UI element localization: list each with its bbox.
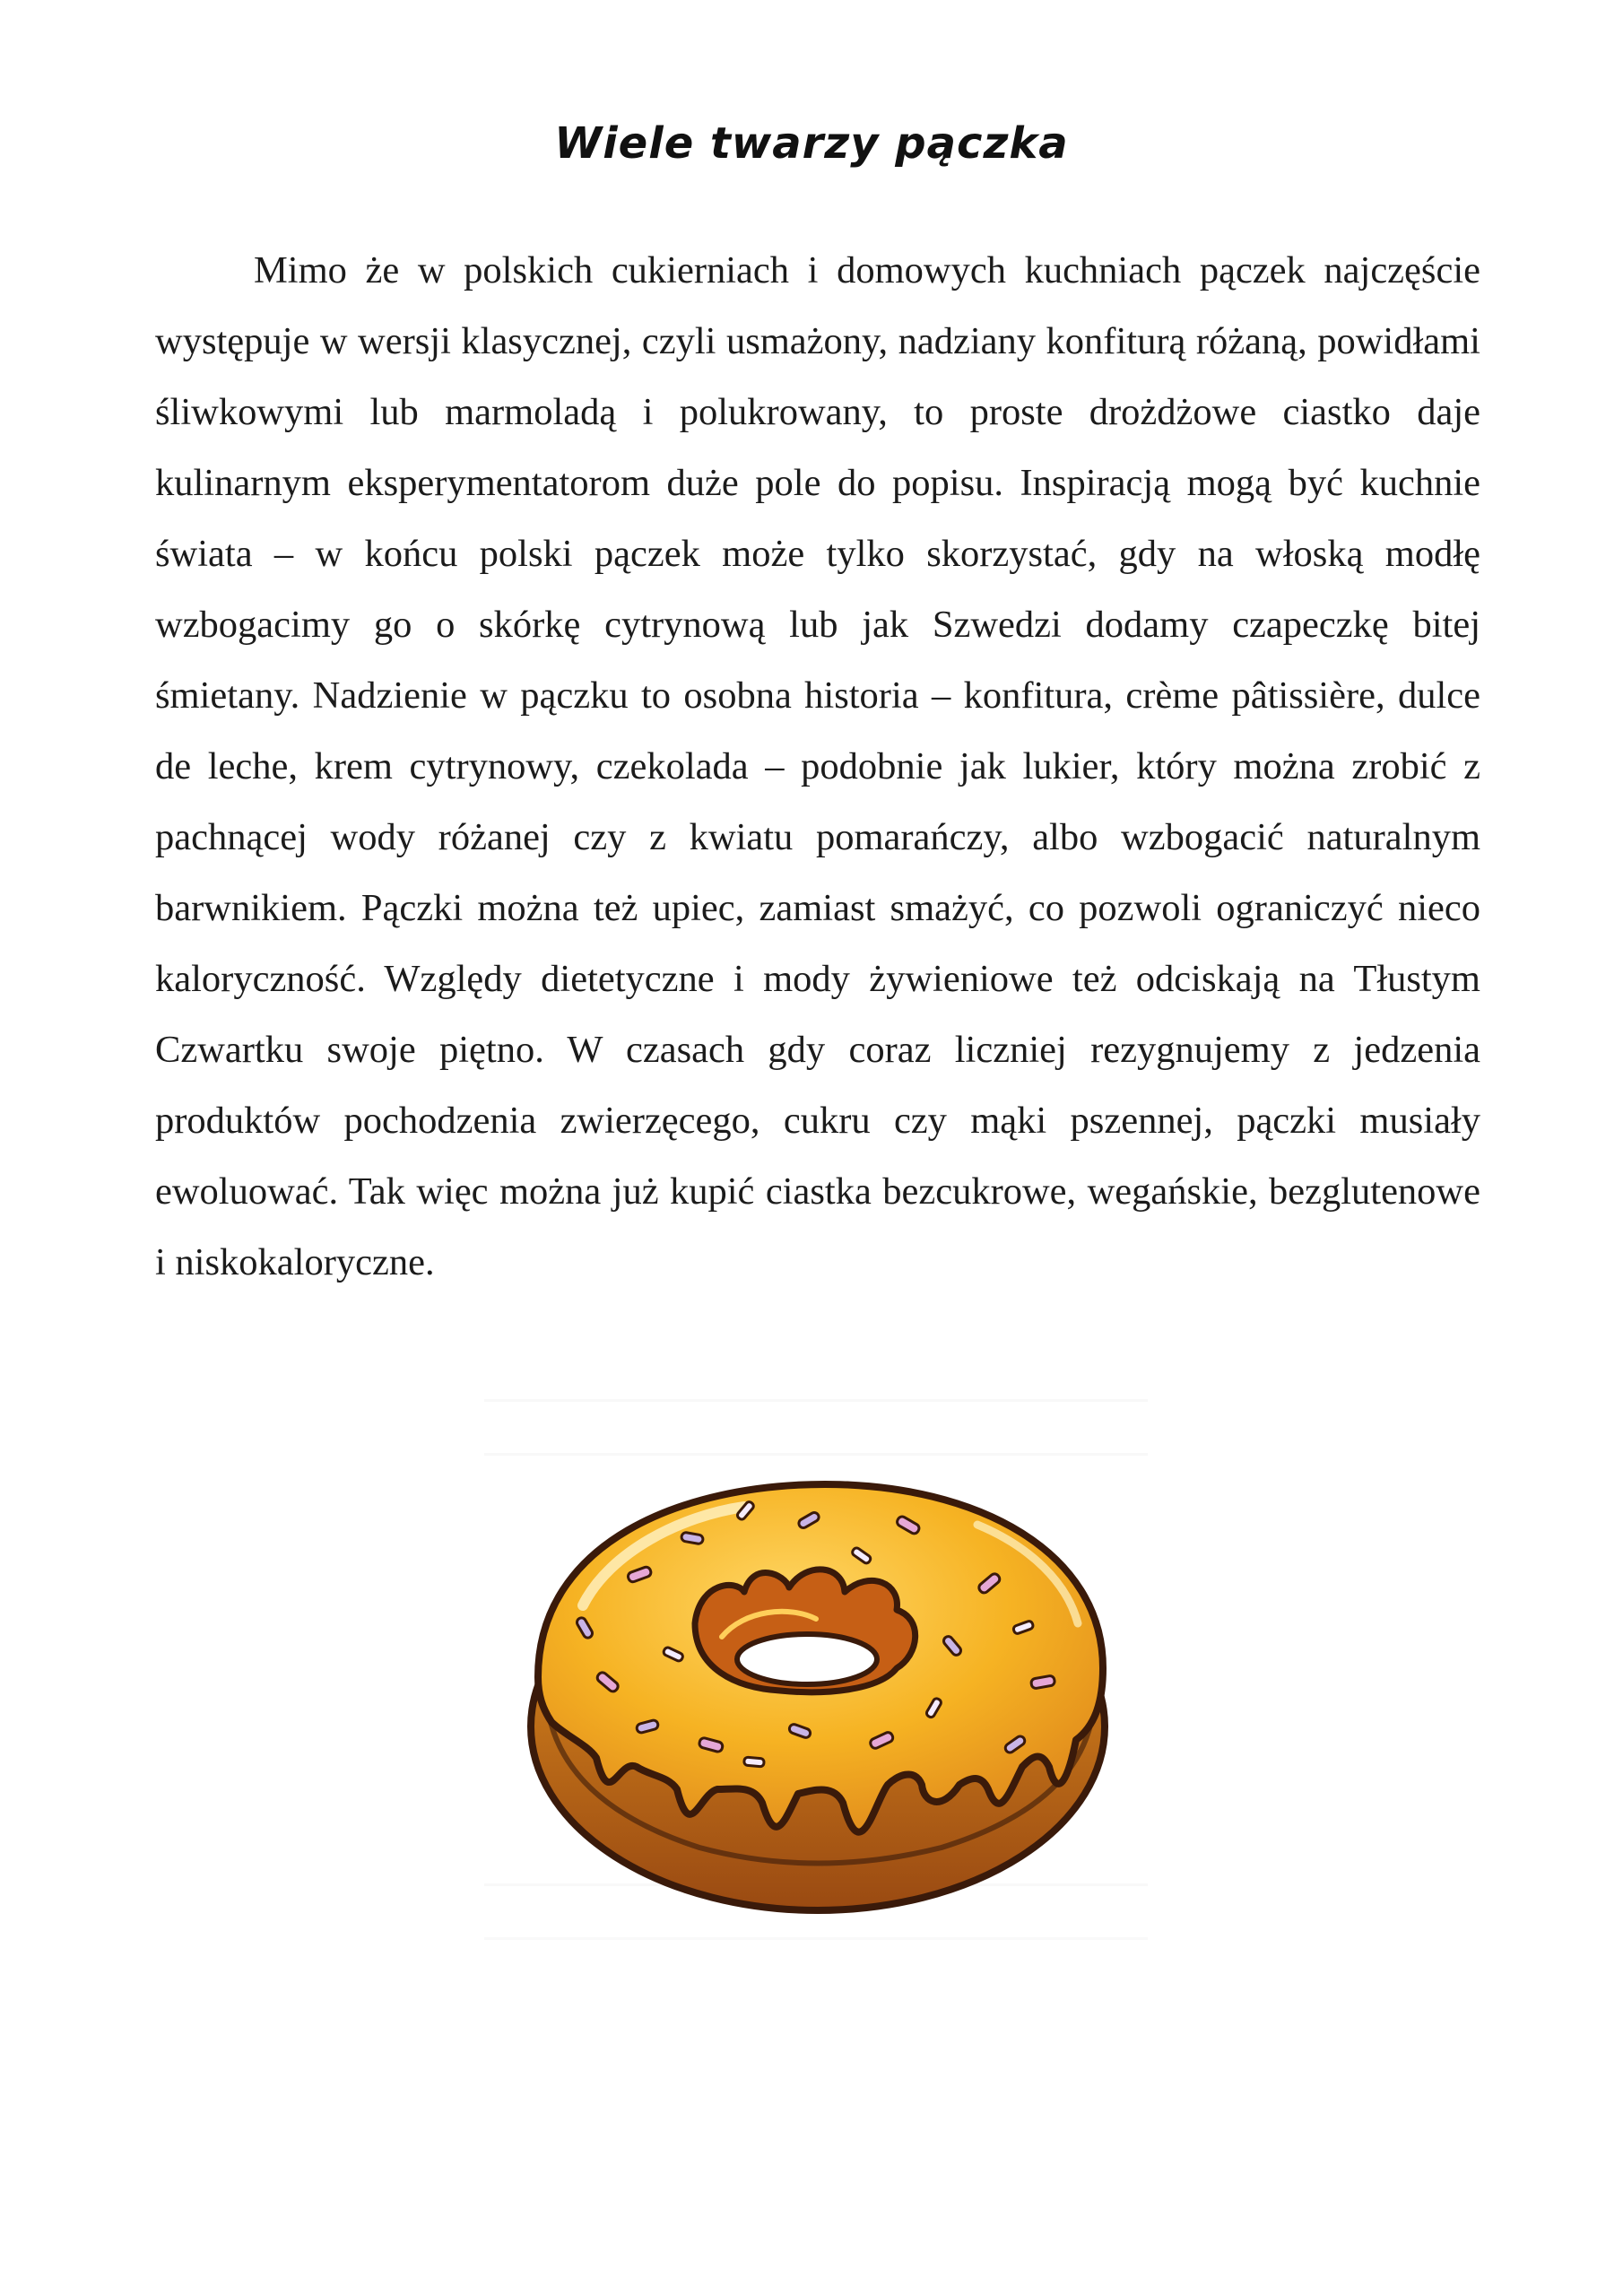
body-paragraph: Mimo że w polskich cukierniach i domowych kuchniach pączek najczęście występuje w wersji klasycznej, czyli usmażony, nadziany konfiturą różaną, powidłami śliwkowymi lub marmoladą i polukrowany, to proste drożdżowe ciastko daje kulinarnym eksperymentatorom duże pole do popisu. Inspiracją mogą być kuchnie świata – w końcu polski pączek może tylko skorzystać, gdy na włoską modłę wzbogacimy go o skórkę cytrynową lub jak Szwedzi dodamy czapeczkę bitej śmietany. Nadzienie w pączku to osobna historia – konfitura, crème pâtissière, dulce de leche, krem cytrynowy, czekolada – podobnie jak lukier, który można zrobić z pachnącej wody różanej czy z kwiatu pomarańczy, albo wzbogacić naturalnym barwnikiem. Pączki można też upiec, zamiast smażyć, co pozwoli ograniczyć nieco kaloryczność. Względy dietetyczne i mody żywieniowe też odciskają na Tłustym Czwartku swoje piętno. W czasach gdy coraz liczniej rezygnujemy z jedzenia produktów pochodzenia zwierzęcego, cukru czy mąki pszennej, pączki musiały ewoluować. Tak więc można już kupić ciastka bezcukrowe, wegańskie, bezglutenowe i niskokaloryczne.: [155, 249, 1480, 1283]
page-title: Wiele twarzy pączka: [554, 118, 1069, 169]
donut-image: [475, 1381, 1157, 1973]
donut-illustration-icon: [475, 1381, 1157, 1973]
